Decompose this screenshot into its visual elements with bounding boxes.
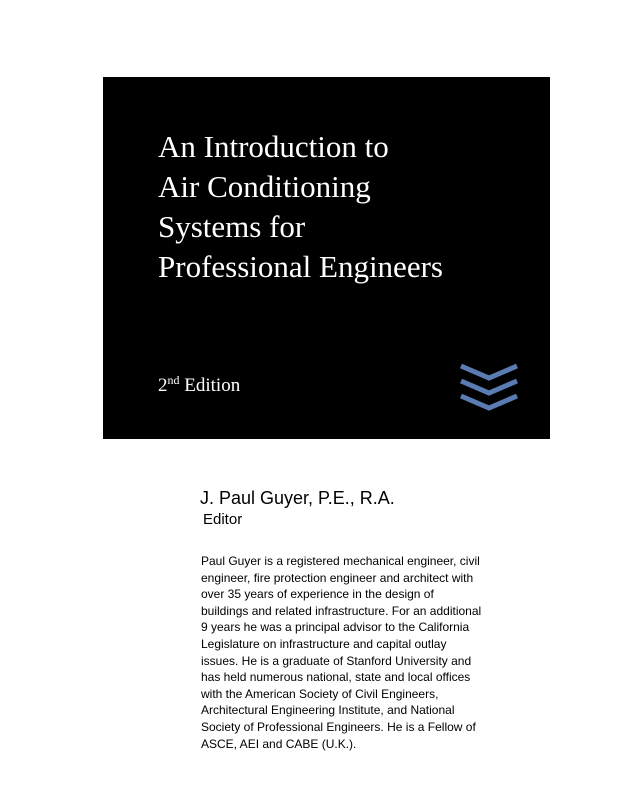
author-bio: [201, 553, 521, 752]
bio-line: Legislature on infrastructure and capital outlay: [201, 636, 447, 651]
title-line: Professional Engineers: [158, 249, 443, 284]
edition-suffix: nd: [167, 373, 180, 387]
bio-line: Paul Guyer is a registered mechanical engineer, civil: [201, 554, 480, 568]
title-line: Systems for: [158, 209, 306, 244]
chevron-top: [461, 366, 517, 378]
bio-line: has held numerous national, state and local offices: [201, 670, 471, 685]
bio-line: with the American Society of Civil Engineers,: [201, 686, 439, 701]
bio-line: issues. He is a graduate of Stanford University and: [201, 653, 472, 668]
bio-line: Society of Professional Engineers. He is a Fellow of: [201, 719, 476, 734]
chevron-middle: [461, 381, 517, 393]
triple-chevron-down-icon: [459, 363, 519, 411]
author-role: Editor: [203, 511, 243, 528]
bio-line: Architectural Engineering Institute, and National: [201, 703, 455, 718]
bio-line: ASCE, AEI and CABE (U.K.).: [201, 736, 357, 751]
bio-line: 9 years he was a principal advisor to the California: [201, 620, 470, 635]
book-title: [158, 127, 538, 287]
chevron-bottom: [461, 396, 517, 408]
title-line: Air Conditioning: [158, 169, 371, 204]
title-line: An Introduction to: [158, 129, 389, 164]
bio-line: over 35 years of experience in the design of: [201, 587, 434, 602]
cover-panel: [103, 77, 550, 439]
bio-line: engineer, fire protection engineer and architect with: [201, 570, 474, 585]
bio-line: buildings and related infrastructure. For an additional: [201, 603, 482, 618]
author-name: J. Paul Guyer, P.E., R.A.: [200, 488, 395, 508]
edition-label: [158, 373, 240, 397]
edition-word: Edition: [179, 375, 241, 396]
edition-number: 2: [158, 375, 168, 396]
